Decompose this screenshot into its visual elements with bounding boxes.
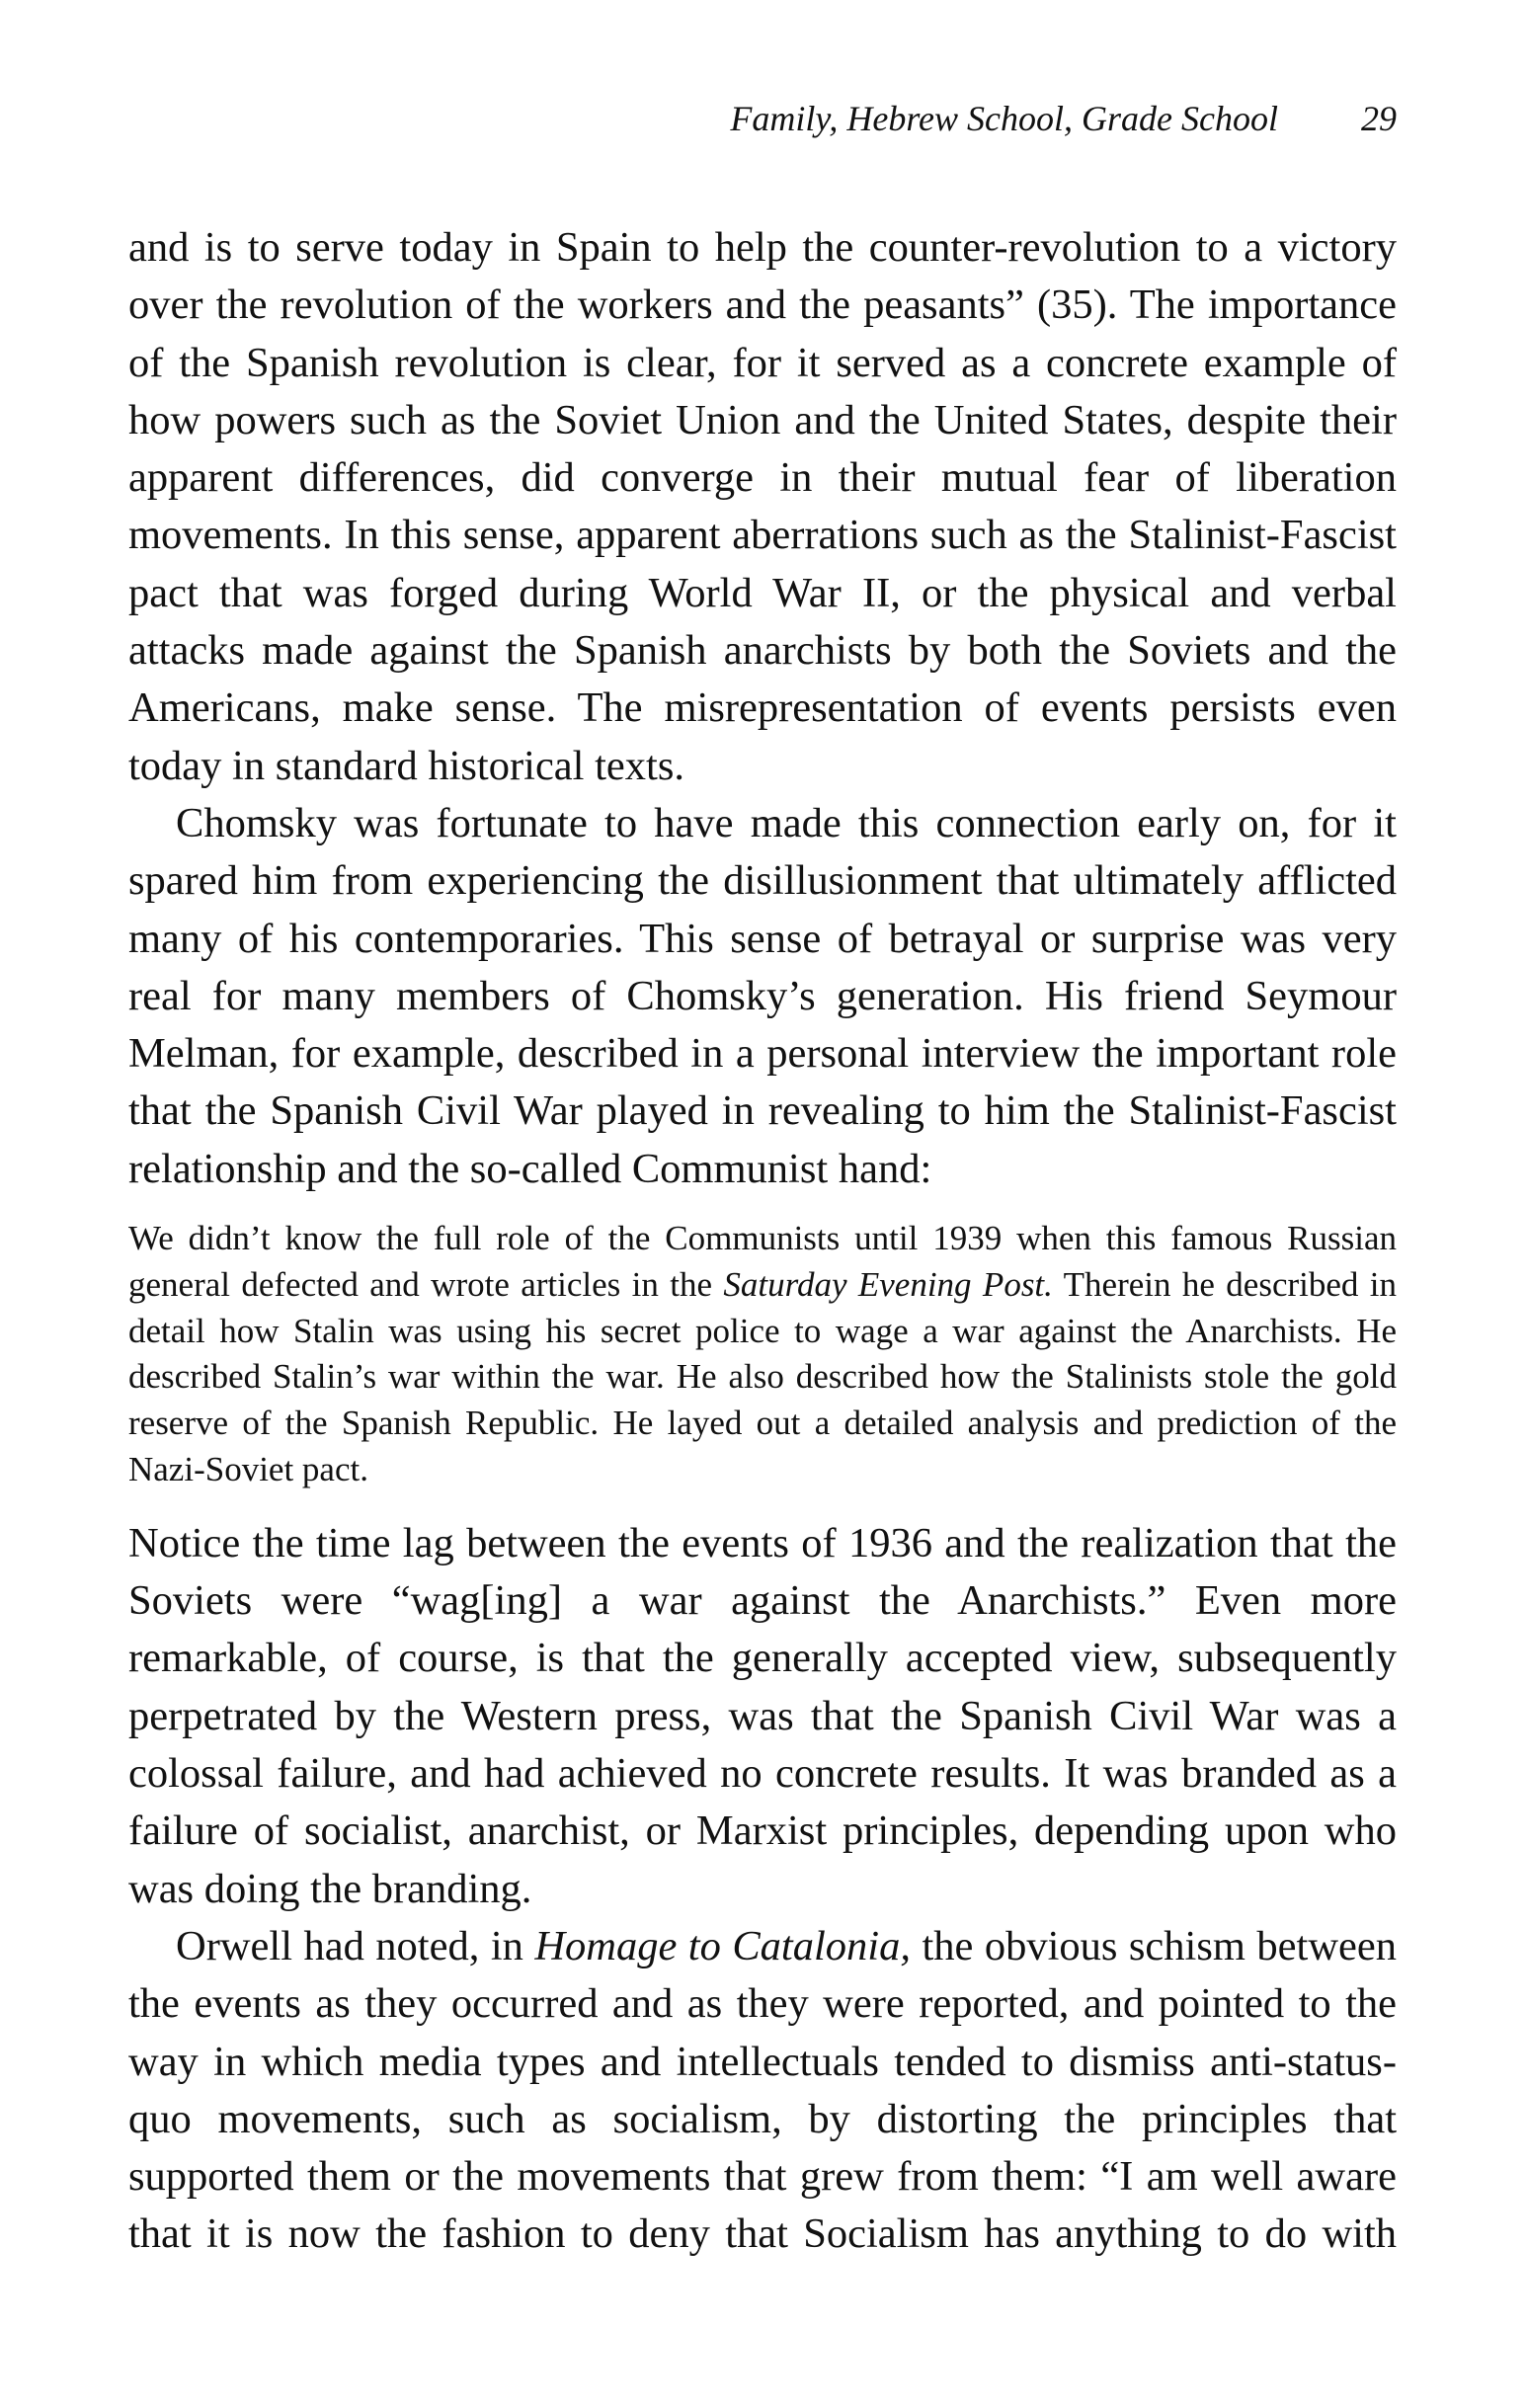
paragraph-4-text-a: Orwell had noted, in (176, 1922, 535, 1969)
page-number: 29 (1361, 99, 1397, 138)
running-head-title: Family, Hebrew School, Grade School (730, 99, 1278, 138)
paragraph-4 (128, 1918, 1397, 2264)
block-quote-text-a: We didn’t know the full role of the Communists until 1939 when this famous Russian general defected and wrote articles in the (128, 1219, 1397, 1304)
block-quote-text-b: Therein he described in detail how Stalin was using his secret police to wage a war against the Anarchists. He described Stalin’s war within the war. He also described how the Stalinists stole the gold reserve of the Spanish Republic. He layed out a detailed analysis and prediction of the Nazi-Soviet pact. (128, 1264, 1397, 1489)
paragraph-1: and is to serve today in Spain to help the counter-revolution to a victory over the revolution of the workers and the peasants” (35). The importance of the Spanish revolution is clear, for it served as a concrete example of how powers such as the Soviet Union and the United States, despite their apparent differences, did converge in their mutual fear of liberation movements. In this sense, apparent aberrations such as the Stalinist-Fascist pact that was forged during World War II, or the physical and verbal attacks made against the Spanish anarchists by both the Soviets and the Americans, make sense. The misrepresentation of events persists even today in standard historical texts. (128, 224, 1397, 789)
block-quote-publication-title: Saturday Evening Post. (723, 1264, 1053, 1304)
paragraph-4-text-b: the obvious schism between the events as they occurred and as they were reported, and pointed to the way in which media types and intellectuals tended to dismiss anti-status-quo movements, such as socialism, by distorting the principles that supported them or the movements that grew from them: “I am well aware that it is now the fashion to deny that Socialism has anything to do with (128, 1922, 1398, 2258)
paragraph-2: Chomsky was fortunate to have made this connection early on, for it spared him from experiencing the disillusionment that ultimately afflicted many of his contemporaries. This sense of betrayal or surprise was very real for many members of Chomsky’s generation. His friend Seymour Melman, for example, described in a personal interview the important role that the Spanish Civil War played in revealing to him the Stalinist-Fascist relationship and the so-called Communist hand: (128, 799, 1397, 1192)
running-head (148, 95, 1397, 142)
paragraph-4-book-title: Homage to Catalonia, (534, 1922, 911, 1969)
paragraph-3: Notice the time lag between the events of 1936 and the realization that the Soviets were “wag[ing] a war against the Anarchists.” Even more remarkable, of course, is that the generally accepted view, subsequently perpetrated by the Western press, was that the Spanish Civil War was a colossal failure, and had achieved no concrete results. It was branded as a failure of socialist, anarchist, or Marxist principles, depending upon who was doing the branding. (128, 1519, 1397, 1912)
body-text (128, 219, 1397, 2264)
block-quote (128, 1216, 1397, 1493)
